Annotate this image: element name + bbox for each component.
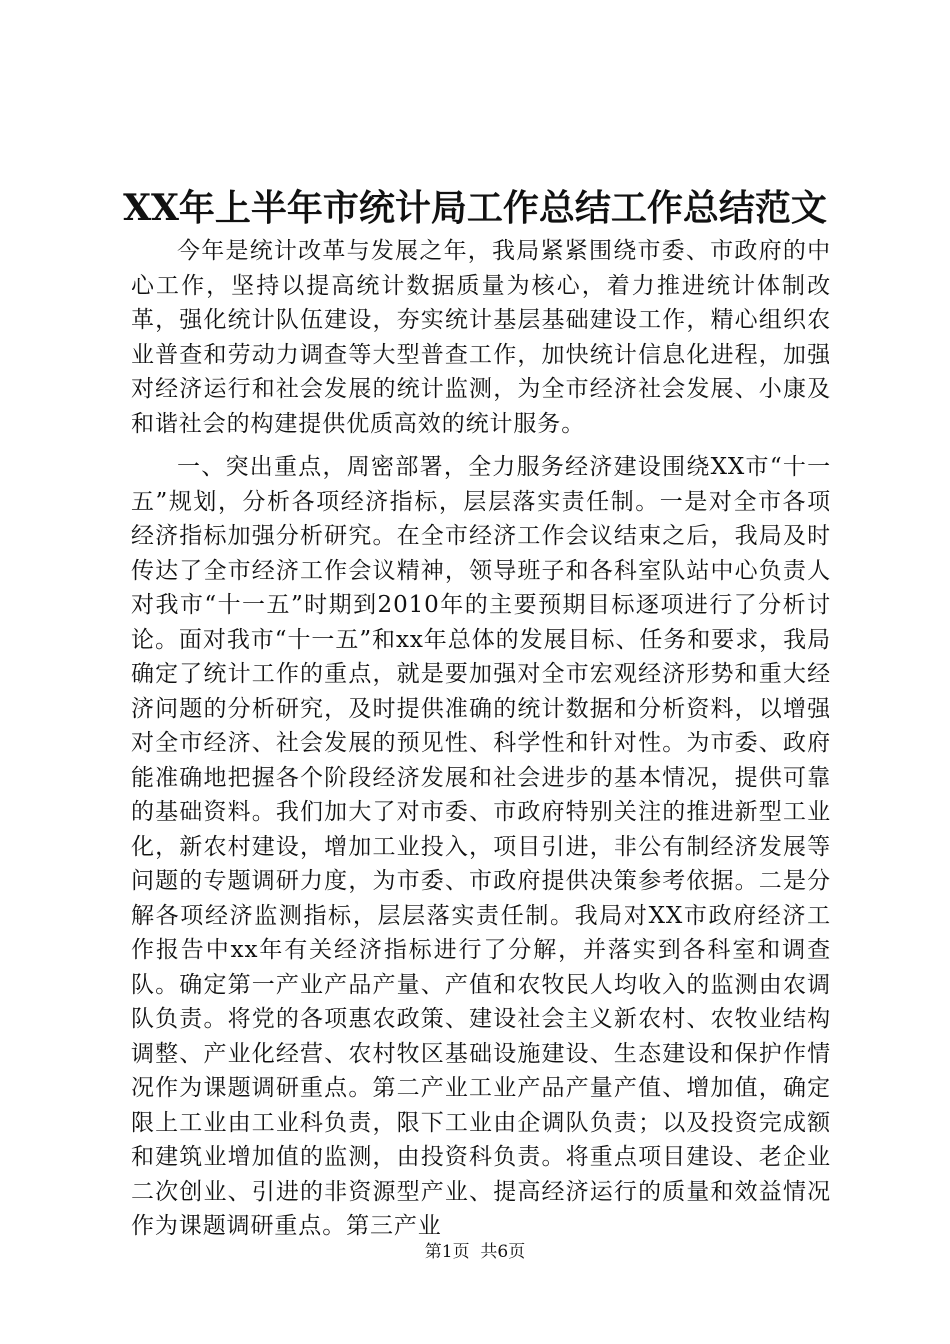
page-number: 第1页 <box>424 1242 470 1262</box>
intro-paragraph: 今年是统计改革与发展之年，我局紧紧围绕市委、市政府的中心工作，坚持以提高统计数据质量为核心，着力推进统计体制改革，强化统计队伍建设，夯实统计基层基础建设工作，精心组织农业普查和劳动力调查等大型普查工作，加快统计信息化进程，加强对经济运行和社会发展的统计监测，为全市经济社会发展、小康及和谐社会的构建提供优质高效的统计服务。 <box>131 238 831 437</box>
section-one-paragraph: 一、突出重点，周密部署，全力服务经济建设围绕XX市“十一五”规划，分析各项经济指标，层层落实责任制。一是对全市各项经济指标加强分析研究。在全市经济工作会议结束之后，我局及时传达了全市经济工作会议精神，领导班子和各科室队站中心负责人对我市“十一五”时期到2010年的主要预期目标逐项进行了分析讨论。面对我市“十一五”和xx年总体的发展目标、任务和要求，我局确定了统计工作的重点，就是要加强对全市宏观经济形势和重大经济问题的分析研究，及时提供准确的统计数据和分析资料，以增强对全市经济、社会发展的预见性、科学性和针对性。为市委、政府能准确地把握各个阶段经济发展和社会进步的基本情况，提供可靠的基础资料。我们加大了对市委、市政府特别关注的推进新型工业化，新农村建设，增加工业投入，项目引进，非公有制经济发展等问题的专题调研力度，为市委、市政府提供决策参考依据。二是分解各项经济监测指标，层层落实责任制。我局对XX市政府经济工作报告中xx年有关经济指标进行了分解，并落实到各科室和调查队。确定第一产业产品产量、产值和农牧民人均收入的监测由农调队负责。将党的各项惠农政策、建设社会主义新农村、农牧业结构调整、产业化经营、农村牧区基础设施建设、生态建设和保护作情况作为课题调研重点。第二产业工业产品产量产值、增加值，确定限上工业由工业科负责，限下工业由企调队负责；以及投资完成额和建筑业增加值的监测，由投资科负责。将重点项目建设、老企业二次创业、引进的非资源型产业、提高经济运行的质量和效益情况作为课题调研重点。第三产业 <box>131 454 831 1239</box>
page-total: 共6页 <box>480 1242 526 1262</box>
document-title: XX年上半年市统计局工作总结工作总结范文 <box>123 187 827 229</box>
page-footer <box>0 1240 950 1264</box>
